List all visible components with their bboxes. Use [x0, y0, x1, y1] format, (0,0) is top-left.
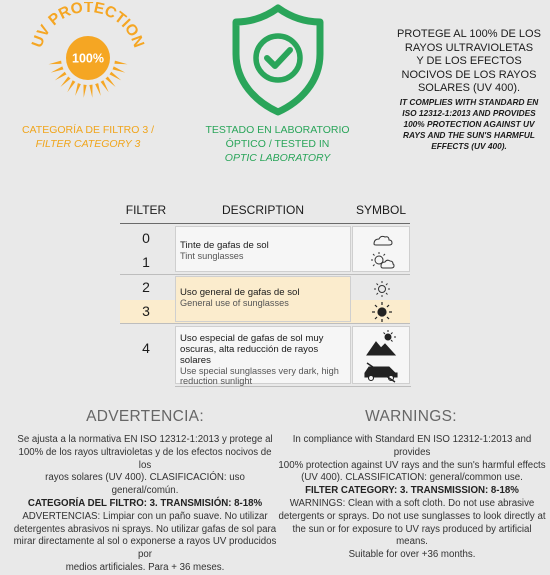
filter-number: 2: [142, 279, 150, 295]
warning-line: mirar directamente al sol o exponerse a rayos UV producidos por: [13, 536, 277, 561]
sun-ray: [105, 76, 115, 87]
warning-title-en: WARNINGS:: [365, 408, 457, 425]
warning-bold-es: CATEGORÍA DEL FILTRO: 3. TRANSMISIÓN: 8-18%: [27, 497, 263, 509]
uv-arc-text: UV PROTECTION: [28, 2, 148, 50]
symbol-cell: [352, 226, 410, 272]
warning-line: WARNINGS: Clean with a soft cloth. Do not use abrasive: [289, 497, 535, 509]
uv-es-line: NOCIVOS DE LOS RAYOS: [401, 68, 537, 81]
sun-ray: [51, 66, 64, 72]
uv-sun-icon: [18, 2, 158, 122]
warning-line: ADVERTENCIAS: Limpiar con un paño suave. No utilizar: [22, 510, 268, 522]
uv-es-line: SOLARES (UV 400).: [417, 82, 521, 94]
header-filter: FILTER: [125, 203, 167, 217]
uv-es-line: Y DE LOS EFECTOS: [416, 55, 522, 67]
sun-ray: [48, 61, 61, 65]
warning-line: medios artificiales. Para + 36 meses.: [65, 561, 225, 573]
lab-line-3: OPTIC LABORATORY: [224, 152, 331, 164]
header-description: DESCRIPTION: [221, 203, 304, 217]
description-cell: [175, 276, 351, 322]
table-row-group-4: [120, 324, 410, 386]
sun-ray: [75, 83, 81, 96]
warning-line: Suitable for over +36 months.: [348, 549, 476, 561]
sun-ray: [55, 72, 67, 81]
warning-line: the sun or for exposure to UV rays produced by artificial means.: [292, 523, 532, 548]
uv-statement-en: [390, 97, 548, 152]
warning-line: 100% de los rayos ultravioletas y de los efectos nocivos de los: [18, 446, 272, 471]
uv-en-line: ISO 12312-1:2013 AND PROVIDES: [402, 107, 536, 118]
warning-line: 100% protection against UV rays and the sun's harmful effects: [278, 459, 546, 471]
uv-es-line: PROTEGE AL 100% DE LOS: [397, 28, 541, 40]
bright-sun-icon: [372, 302, 392, 322]
sun-ray: [101, 80, 109, 92]
uv-en-line: 100% PROTECTION AGAINST UV: [403, 118, 535, 129]
description-en-line: reduction sunlight: [180, 376, 253, 386]
filter-category-label: [0, 123, 176, 151]
warning-bold-en: FILTER CATEGORY: 3. TRANSMISSION: 8-18%: [305, 485, 519, 497]
lab-line-2: ÓPTICO / TESTED IN: [225, 138, 330, 150]
description-es-line: Uso especial de gafas de sol muy: [180, 333, 324, 344]
uv-en-line: EFFECTS (UV 400).: [431, 140, 507, 151]
sun-ray: [113, 66, 126, 72]
symbol-cell: [352, 326, 410, 384]
shield-check-icon: [230, 4, 326, 116]
symbol-cell: [352, 276, 410, 322]
description-es-line: oscuras, alta reducción de rayos solares: [180, 344, 319, 366]
filter-category-es: CATEGORÍA DE FILTRO 3 /: [21, 124, 155, 136]
sun-ray: [114, 61, 127, 65]
description-cell: [175, 226, 351, 272]
uv-en-line: RAYS AND THE SUN'S HARMFUL: [403, 129, 535, 140]
description-en: General use of sunglasses: [180, 298, 289, 308]
description-en-line: Use special sunglasses very dark, high: [180, 366, 339, 376]
uv-percent: 100%: [72, 51, 104, 66]
filter-category-en: FILTER CATEGORY 3: [35, 138, 141, 150]
description-es: Uso general de gafas de sol: [180, 287, 300, 298]
sun-ray: [67, 80, 75, 92]
sun-ray: [110, 72, 122, 81]
warning-line: (UV 400). CLASSIFICATION: general/common use.: [301, 472, 523, 484]
cloud-icon: [374, 236, 392, 245]
warning-line: detergentes abrasivos ni sprays. No utilizar gafas de sol para: [13, 523, 277, 535]
filter-number: 4: [142, 340, 150, 356]
sun-behind-cloud-icon: [371, 252, 394, 268]
filter-number: 1: [142, 254, 150, 270]
description-cell: [175, 326, 351, 384]
filter-number: 0: [142, 230, 150, 246]
sun-ray: [83, 85, 86, 98]
uv-protection-badge: [0, 0, 176, 160]
warning-line: Se ajusta a la normativa EN ISO 12312-1:2013 y protege al: [17, 434, 273, 445]
warning-title-es: ADVERTENCIA:: [86, 408, 204, 425]
table-row-group-0-1: [120, 224, 410, 274]
sun-ray: [89, 85, 92, 98]
lab-tested-badge: [190, 0, 365, 170]
table-row-group-2-3: [120, 275, 410, 323]
uv-statement: [390, 28, 548, 152]
description-es: Tinte de gafas de sol: [180, 240, 269, 251]
warning-line: In compliance with Standard EN ISO 12312-1:2013 and provides: [292, 434, 532, 458]
filter-table: [120, 198, 410, 387]
row-divider: [175, 386, 411, 387]
sun-ray: [95, 83, 101, 96]
uv-es-line: RAYOS ULTRAVIOLETAS: [404, 41, 534, 54]
uv-en-line: IT COMPLIES WITH STANDARD EN: [399, 96, 539, 107]
sun-ray: [60, 76, 70, 87]
no-driving-icon: [365, 363, 397, 382]
lab-tested-label: [190, 123, 365, 165]
warning-line: detergents or sprays. Do not use sunglasses to look directly at: [278, 510, 546, 522]
uv-statement-es: [390, 28, 548, 96]
sun-icon: [374, 281, 390, 297]
header-symbol: SYMBOL: [355, 203, 406, 217]
warning-body-es: [12, 434, 278, 575]
table-header: [120, 198, 410, 224]
warning-body-en: [276, 434, 548, 562]
mountain-sun-icon: [367, 330, 396, 355]
description-en: Tint sunglasses: [180, 251, 244, 261]
warning-line: rayos solares (UV 400). CLASIFICACIÓN: uso general/común.: [45, 472, 245, 497]
filter-number: 3: [142, 303, 150, 319]
lab-line-1: TESTADO EN LABORATORIO: [205, 124, 350, 136]
